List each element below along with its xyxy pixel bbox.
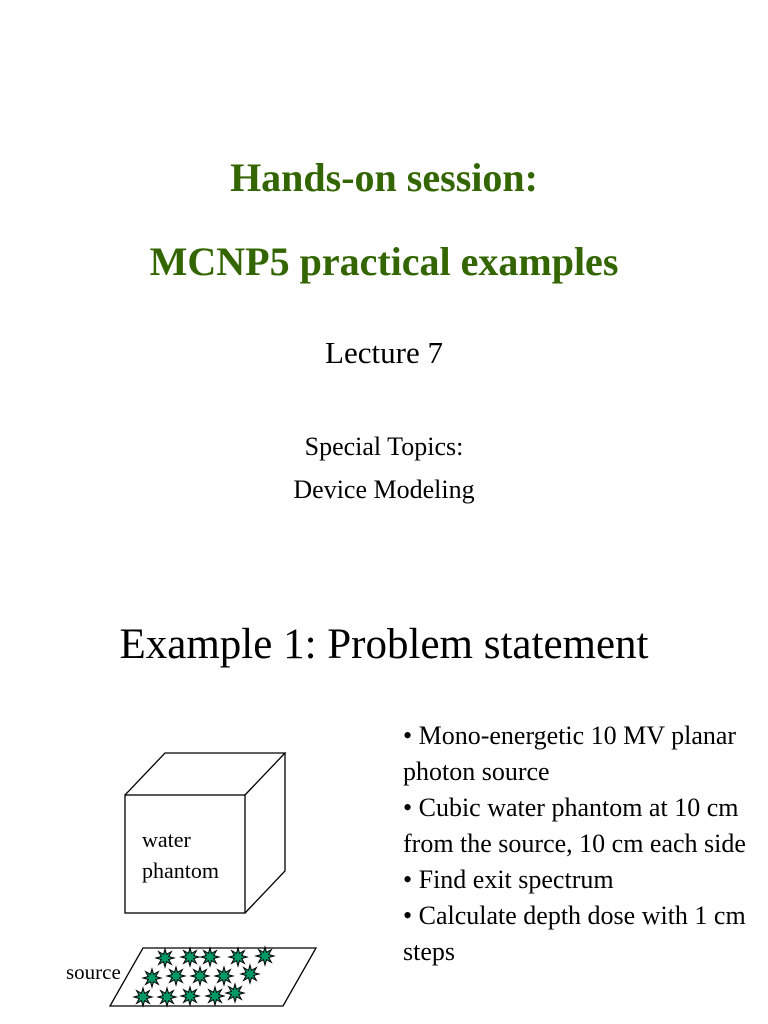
source-point-star <box>167 967 185 985</box>
source-point-star <box>134 988 152 1006</box>
bullet-item: • Mono-energetic 10 MV planar photon source <box>403 721 737 786</box>
source-point-star <box>215 967 233 985</box>
source-point-star <box>229 948 247 966</box>
topics-label: Special Topics: <box>304 432 464 461</box>
source-point-star <box>206 987 224 1005</box>
source-point-star <box>181 948 199 966</box>
source-point-star <box>143 969 161 987</box>
lecture-number: Lecture 7 <box>325 335 443 370</box>
source-point-star <box>241 965 259 983</box>
bullet-item: • Calculate depth dose with 1 cm steps <box>403 901 746 966</box>
source-point-star <box>226 984 244 1002</box>
source-point-star <box>156 949 174 967</box>
problem-bullet-list <box>403 718 753 970</box>
bullet-item: • Find exit spectrum <box>403 865 614 894</box>
source-point-star <box>201 948 219 966</box>
bullet-item: • Cubic water phantom at 10 cm from the source, 10 cm each side <box>403 793 746 858</box>
source-point-star <box>256 947 274 965</box>
cube-side-face <box>245 753 285 913</box>
slide-title-line-1: Hands-on session: <box>230 155 538 200</box>
source-point-star <box>158 988 176 1006</box>
source-label: source <box>66 960 121 984</box>
phantom-label-phantom: phantom <box>142 858 219 883</box>
source-points <box>134 947 274 1006</box>
phantom-label-water: water <box>142 827 191 852</box>
topics-value: Device Modeling <box>293 475 475 504</box>
cube-top-face <box>125 753 285 795</box>
source-point-star <box>181 987 199 1005</box>
example-heading: Example 1: Problem statement <box>119 621 649 668</box>
source-point-star <box>191 967 209 985</box>
slide-title-line-2: MCNP5 practical examples <box>149 239 619 284</box>
